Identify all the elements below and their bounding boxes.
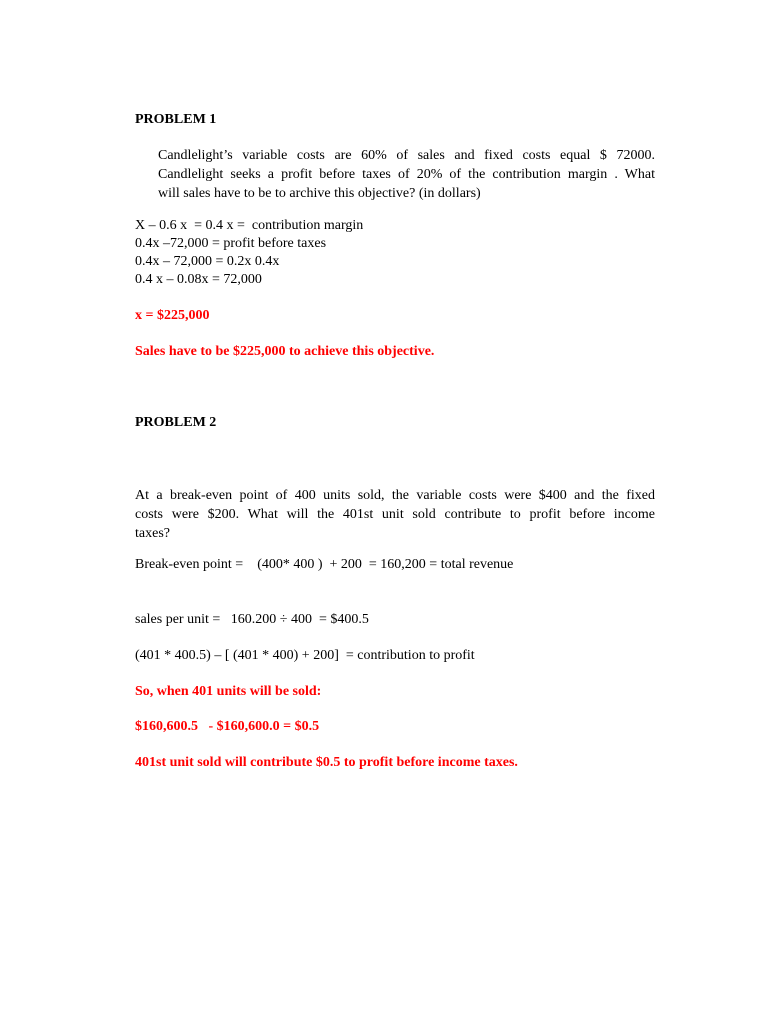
problem-2-statement-line: At a break-even point of 400 units sold, the variable costs were $400 and the fixed: [135, 488, 655, 503]
problem-2-statement: [135, 486, 655, 543]
problem-1-statement-line: Candlelight’s variable costs are 60% of sales and fixed costs equal $ 72000.: [158, 148, 655, 163]
problem-1-heading: PROBLEM 1: [135, 112, 217, 127]
problem-2-statement-line: costs were $200. What will the 401st unit sold contribute to profit before income: [135, 507, 655, 522]
problem-1-work-line: 0.4 x – 0.08x = 72,000: [135, 272, 262, 287]
problem-2-sales-per-unit: sales per unit = 160.200 ÷ 400 = $400.5: [135, 612, 369, 627]
problem-2-breakeven: Break-even point = (400* 400 ) + 200 = 160,200 = total revenue: [135, 557, 514, 572]
problem-2-difference: $160,600.5 - $160,600.0 = $0.5: [135, 719, 320, 734]
problem-1-statement-line: Candlelight seeks a profit before taxes of 20% of the contribution margin . What: [158, 167, 655, 182]
problem-2-heading: PROBLEM 2: [135, 415, 217, 430]
problem-1-statement-line: will sales have to be to archive this objective? (in dollars): [158, 186, 481, 201]
problem-1-result: x = $225,000: [135, 308, 210, 323]
problem-2-contribution: (401 * 400.5) – [ (401 * 400) + 200] = contribution to profit: [135, 648, 475, 663]
problem-1-work-line: 0.4x – 72,000 = 0.2x 0.4x: [135, 254, 280, 269]
problem-1-work-line: X – 0.6 x = 0.4 x = contribution margin: [135, 218, 364, 233]
problem-1-statement: [158, 146, 655, 203]
problem-1-conclusion: Sales have to be $225,000 to achieve this objective.: [135, 344, 435, 359]
problem-2-conclusion: 401st unit sold will contribute $0.5 to profit before income taxes.: [135, 755, 518, 770]
problem-2-when-sold: So, when 401 units will be sold:: [135, 684, 322, 699]
problem-1-work-line: 0.4x –72,000 = profit before taxes: [135, 236, 327, 251]
problem-2-statement-line: taxes?: [135, 526, 170, 541]
